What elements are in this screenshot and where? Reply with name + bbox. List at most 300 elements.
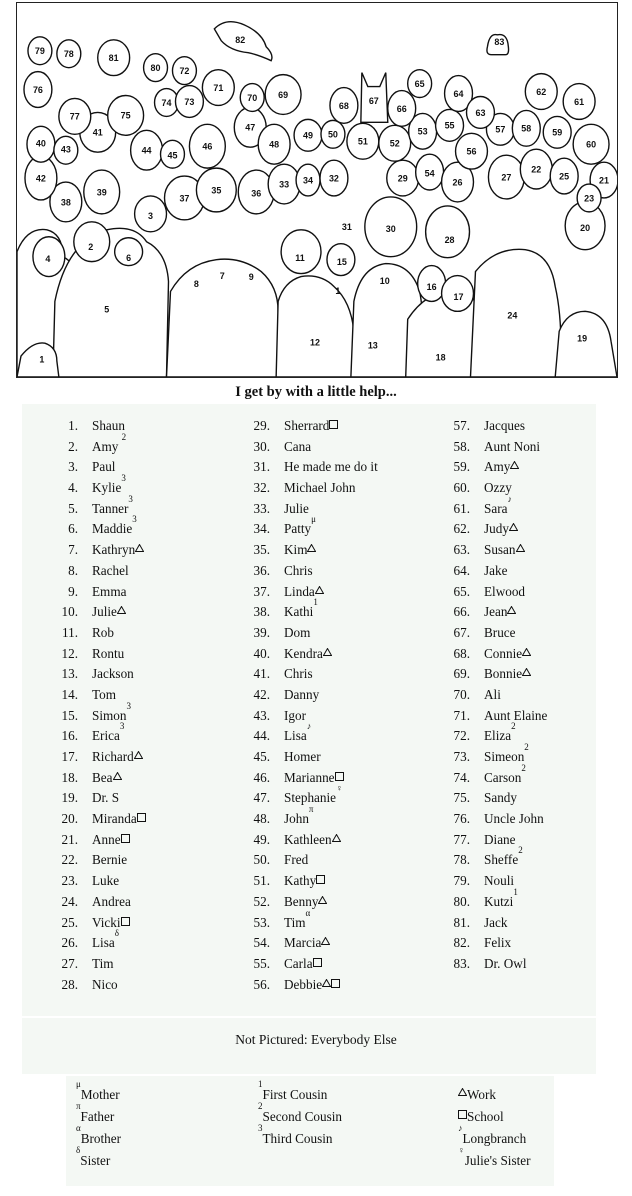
list-item — [448, 602, 508, 623]
list-item-number: 19. — [61, 790, 78, 806]
school-box-icon — [313, 958, 322, 967]
list-item — [448, 954, 527, 975]
list-item — [56, 700, 131, 727]
list-item-name — [484, 830, 516, 851]
relation-marker: 3 — [126, 700, 131, 711]
legend-item — [458, 1106, 531, 1128]
person-name: Simeon — [484, 749, 525, 764]
list-item-number: 18. — [61, 769, 78, 785]
person-name: Ali — [484, 686, 501, 702]
legend-column-places — [458, 1084, 531, 1172]
list-item-number: 30. — [253, 438, 270, 454]
list-item-number: 16. — [61, 728, 78, 744]
relation-marker: α — [76, 1123, 81, 1133]
names-column-1 — [56, 416, 137, 995]
person-name: Jackson — [92, 666, 134, 682]
figure-number-label: 59 — [552, 127, 563, 138]
list-item-number: 21. — [61, 831, 78, 847]
list-item-name — [92, 623, 114, 644]
names-column-2 — [248, 416, 378, 995]
list-item-number: 38. — [253, 604, 270, 620]
legend-column-family — [76, 1079, 122, 1172]
work-triangle-icon — [113, 772, 122, 780]
person-name: Andrea — [92, 893, 131, 909]
figure-number-label: 63 — [475, 107, 486, 118]
figure-number-label: 70 — [247, 92, 258, 103]
list-item — [448, 478, 512, 499]
list-item-number: 25. — [61, 914, 78, 930]
work-triangle-icon — [315, 586, 324, 594]
list-item-number: 59. — [453, 459, 470, 475]
person-name: Eliza — [484, 728, 512, 744]
list-item — [248, 416, 330, 437]
list-item — [56, 913, 121, 934]
list-item-name — [284, 975, 340, 996]
figure-number-label: 39 — [96, 187, 107, 198]
list-item-number: 11. — [62, 624, 78, 640]
figure-number-label: 41 — [92, 127, 103, 138]
figure-number-label: 42 — [35, 173, 46, 184]
figure-number-label: 26 — [452, 177, 463, 188]
figure-number-label: 18 — [435, 352, 446, 363]
list-item — [448, 644, 523, 665]
list-item — [248, 721, 312, 747]
figure-number-label: 54 — [424, 168, 435, 179]
list-item — [248, 830, 332, 851]
figure-number-label: 45 — [167, 150, 178, 161]
list-item — [448, 437, 541, 458]
person-name: Dom — [284, 624, 311, 640]
figure-number-label: 27 — [501, 172, 512, 183]
list-item-name — [284, 437, 311, 458]
figure-number-label: 1 — [335, 285, 341, 296]
list-item-number: 28. — [61, 976, 78, 992]
school-box-icon — [121, 917, 130, 926]
person-name: Luke — [92, 873, 120, 889]
list-item-number: 39. — [253, 624, 270, 640]
person-name: Jake — [484, 562, 508, 578]
list-item-name — [92, 685, 116, 706]
legend-item — [458, 1123, 531, 1150]
work-triangle-icon — [332, 834, 341, 842]
person-name: Fred — [284, 852, 309, 868]
list-item-number: 12. — [61, 645, 78, 661]
list-item-number: 72. — [453, 728, 470, 744]
list-item-name — [484, 644, 531, 665]
list-item-name — [92, 871, 119, 892]
list-item — [56, 473, 126, 499]
list-item-number: 7. — [68, 542, 78, 558]
list-item-name — [284, 514, 316, 540]
list-item-name — [284, 685, 319, 706]
silhouette — [555, 311, 617, 377]
work-triangle-icon — [134, 751, 143, 759]
person-name: Richard — [92, 749, 134, 764]
list-item-number: 74. — [453, 769, 470, 785]
list-item-name — [92, 582, 126, 603]
list-item — [448, 830, 516, 851]
list-item — [448, 457, 511, 478]
person-name: Lisa — [92, 935, 115, 951]
person-name: Rachel — [92, 562, 129, 578]
list-item-name — [92, 747, 143, 768]
work-triangle-icon — [522, 668, 531, 676]
work-triangle-icon — [522, 648, 531, 656]
list-item — [448, 788, 517, 809]
list-item — [448, 664, 523, 685]
list-item-name — [92, 721, 125, 747]
legend-label: Mother — [80, 1087, 120, 1102]
figure-number-label: 4 — [45, 253, 51, 264]
person-name: Sara — [484, 500, 508, 516]
legend-label: Longbranch — [462, 1131, 527, 1146]
list-item — [56, 685, 116, 706]
figure-number-label: 50 — [327, 129, 338, 140]
person-name: Erica — [92, 728, 120, 744]
list-item — [56, 830, 121, 851]
list-item — [56, 493, 133, 520]
school-box-icon — [137, 813, 146, 822]
list-item — [248, 768, 335, 789]
list-item-number: 73. — [453, 749, 470, 764]
list-item-number: 20. — [61, 811, 78, 827]
school-box-icon — [329, 420, 338, 429]
figure-number-label: 37 — [179, 193, 190, 204]
person-name: Rontu — [92, 645, 125, 661]
list-item-name — [284, 933, 330, 954]
legend-item — [458, 1084, 531, 1106]
list-item-number: 47. — [253, 790, 270, 806]
legend-label: Brother — [80, 1131, 122, 1146]
figure-number-label: 74 — [161, 97, 172, 108]
legend-item — [76, 1079, 121, 1106]
list-item — [56, 721, 125, 747]
person-name: Michael John — [284, 480, 356, 496]
list-item-name — [92, 514, 137, 540]
list-item — [448, 519, 509, 540]
list-item — [56, 431, 127, 458]
figure-number-label: 3 — [148, 211, 154, 222]
list-item-number: 75. — [453, 790, 470, 806]
list-item-name — [484, 623, 516, 644]
person-name: Homer — [284, 749, 321, 764]
person-name: Bonnie — [484, 666, 523, 682]
list-item — [248, 892, 319, 913]
silhouette — [426, 206, 470, 258]
legend-label: Sister — [80, 1153, 111, 1168]
list-item-name — [484, 602, 516, 623]
list-item — [56, 623, 114, 644]
figure-number-label: 67 — [368, 95, 379, 106]
figure-number-label: 11 — [295, 252, 305, 263]
person-name: Nouli — [484, 873, 515, 889]
person-name: Maddie — [92, 521, 133, 537]
list-item-number: 3. — [68, 459, 78, 475]
person-name: Emma — [92, 583, 127, 599]
list-item — [248, 933, 322, 954]
list-item — [448, 721, 516, 747]
figure-number-label: 25 — [559, 171, 570, 182]
list-item-number: 1. — [68, 418, 78, 433]
person-name: Dr. Owl — [484, 955, 527, 971]
relation-marker: π — [76, 1101, 81, 1111]
relation-marker: ♀ — [458, 1145, 465, 1155]
figure-number-label: 38 — [60, 197, 71, 208]
list-item-name — [484, 809, 544, 830]
person-name: Julie — [92, 604, 117, 620]
list-item-number: 29. — [253, 418, 270, 433]
figure-number-label: 47 — [245, 122, 256, 133]
list-item-name — [284, 623, 310, 644]
list-item-number: 43. — [253, 707, 270, 723]
work-triangle-icon — [117, 606, 126, 614]
list-item — [248, 437, 312, 458]
list-item-name — [92, 473, 126, 499]
list-item — [56, 871, 120, 892]
figure-number-label: 69 — [278, 89, 289, 100]
list-item-number: 69. — [453, 666, 470, 682]
list-item — [56, 582, 127, 603]
figure-number-label: 83 — [494, 37, 505, 48]
person-name: Stephanie — [284, 790, 337, 806]
person-name: Judy — [484, 521, 509, 537]
person-name: Elwood — [484, 583, 526, 599]
list-item-name — [92, 540, 144, 561]
list-item-number: 56. — [253, 976, 270, 992]
list-item-name — [92, 830, 130, 851]
list-item — [448, 706, 548, 727]
list-item — [248, 499, 309, 520]
person-name: Miranda — [92, 811, 137, 827]
list-item — [248, 804, 314, 830]
list-item-name — [484, 954, 527, 975]
person-name: Bruce — [484, 624, 516, 640]
person-name: Aunt Elaine — [484, 707, 548, 723]
figure-number-label: 5 — [104, 304, 110, 315]
figure-number-label: 73 — [184, 96, 195, 107]
names-column-3 — [448, 416, 548, 975]
list-item-number: 83. — [453, 955, 470, 971]
work-triangle-icon — [322, 979, 331, 987]
legend-column-cousins — [258, 1079, 342, 1150]
figure-number-label: 16 — [426, 281, 437, 292]
list-item — [248, 907, 311, 934]
list-item-name — [484, 913, 507, 934]
list-item-name — [92, 954, 114, 975]
list-item-number: 77. — [453, 831, 470, 847]
legend-label: Work — [467, 1087, 496, 1102]
figure-number-label: 61 — [574, 96, 585, 107]
list-item — [56, 954, 114, 975]
person-name: Tim — [92, 955, 114, 971]
work-triangle-icon — [321, 937, 330, 945]
figure-number-label: 58 — [521, 123, 532, 134]
list-item-name — [484, 437, 540, 458]
person-name: Cana — [284, 438, 312, 454]
legend-item — [76, 1101, 121, 1128]
list-item — [248, 561, 313, 582]
list-item-name — [92, 664, 134, 685]
person-name: Aunt Noni — [484, 438, 541, 454]
list-item-name — [284, 499, 309, 520]
figure-number-label: 28 — [444, 235, 455, 246]
person-name: Tom — [92, 686, 116, 702]
list-item-name — [284, 457, 378, 478]
list-item-number: 62. — [453, 521, 470, 537]
list-item-name — [484, 871, 514, 892]
list-item-name — [284, 664, 313, 685]
person-name: Marcia — [284, 935, 322, 951]
figure-number-label: 68 — [338, 100, 349, 111]
figure-number-label: 65 — [414, 78, 425, 89]
list-item-name — [484, 416, 525, 437]
person-name: Kathy — [284, 873, 317, 889]
list-item — [448, 623, 516, 644]
list-item — [448, 742, 529, 768]
list-item — [248, 706, 306, 727]
list-item-name — [92, 928, 119, 954]
list-item-number: 36. — [253, 562, 270, 578]
list-item — [248, 623, 311, 644]
list-item-number: 15. — [61, 707, 78, 723]
list-item-number: 51. — [253, 873, 270, 889]
legend-label: Second Cousin — [262, 1109, 342, 1124]
list-item-name — [484, 664, 531, 685]
figure-number-label: 10 — [379, 275, 390, 286]
relation-marker: 1 — [513, 886, 518, 897]
list-item-name — [92, 768, 122, 789]
figure-number-label: 35 — [211, 185, 222, 196]
list-item-name — [92, 493, 133, 520]
school-box-icon — [458, 1110, 467, 1119]
person-name: Anne — [92, 831, 121, 847]
list-item-number: 65. — [453, 583, 470, 599]
figure-number-label: 8 — [193, 278, 199, 289]
list-item-name — [284, 871, 325, 892]
relation-marker: 1 — [258, 1079, 263, 1089]
person-name: Tanner — [92, 500, 129, 516]
figure-number-label: 44 — [141, 145, 152, 156]
list-item — [56, 809, 137, 830]
figure-number-label: 57 — [495, 124, 506, 135]
relation-marker: 2 — [258, 1101, 263, 1111]
list-item-name — [92, 644, 124, 665]
list-item — [248, 975, 323, 996]
figure-number-label: 2 — [88, 242, 94, 253]
list-item-name — [484, 685, 501, 706]
person-name: Kathi — [284, 604, 314, 620]
list-item-number: 41. — [253, 666, 270, 682]
list-item-name — [284, 561, 313, 582]
list-item-name — [92, 850, 127, 871]
figure-number-label: 1 — [39, 354, 45, 365]
list-item — [56, 747, 134, 768]
relation-marker: 2 — [521, 762, 526, 773]
list-item-name — [484, 933, 511, 954]
list-item-number: 5. — [68, 500, 78, 516]
person-name: Chris — [284, 666, 313, 682]
relation-marker: ♪ — [507, 493, 512, 504]
relation-marker: ♪ — [306, 721, 312, 732]
list-item-number: 52. — [253, 893, 270, 909]
list-item-number: 58. — [453, 438, 470, 454]
figure-number-label: 12 — [310, 337, 320, 348]
list-item-name — [92, 892, 131, 913]
list-item-name — [484, 540, 525, 561]
figure-number-label: 6 — [126, 252, 132, 263]
list-item — [248, 871, 317, 892]
figure-number-label: 17 — [453, 291, 464, 302]
figure-number-label: 80 — [150, 63, 161, 74]
person-name: Jean — [484, 604, 508, 620]
list-item-number: 22. — [61, 852, 78, 868]
person-name: John — [284, 811, 309, 827]
person-name: Amy — [92, 438, 119, 454]
list-item-number: 4. — [68, 480, 78, 496]
figure-number-label: 52 — [389, 138, 400, 149]
figure-number-label: 76 — [32, 84, 43, 95]
relation-marker: 3 — [119, 721, 125, 732]
list-item-number: 78. — [453, 852, 470, 868]
work-triangle-icon — [458, 1088, 467, 1096]
figure-number-label: 20 — [580, 223, 591, 234]
list-item-number: 80. — [453, 893, 470, 909]
list-item-number: 10. — [61, 604, 78, 620]
list-item-number: 32. — [253, 480, 270, 496]
relation-marker: 3 — [258, 1123, 263, 1133]
work-triangle-icon — [318, 896, 327, 904]
list-item — [56, 892, 131, 913]
list-item-name — [484, 886, 518, 913]
work-triangle-icon — [507, 606, 516, 614]
list-item-number: 79. — [453, 873, 470, 889]
figure-number-label: 15 — [336, 256, 347, 267]
person-name: Amy — [484, 459, 511, 475]
person-name: Dr. S — [92, 790, 120, 806]
list-item-name — [484, 845, 523, 871]
list-item-number: 2. — [68, 438, 78, 454]
silhouette — [53, 228, 169, 377]
list-item-number: 23. — [61, 873, 78, 889]
figure-number-label: 56 — [466, 146, 477, 157]
person-name: Jacques — [484, 418, 526, 433]
list-item-name — [92, 913, 130, 934]
figure-number-label: 49 — [303, 130, 314, 141]
list-item-name — [284, 540, 316, 561]
person-name: Kim — [284, 542, 308, 558]
list-item-number: 9. — [68, 583, 78, 599]
list-item — [56, 664, 134, 685]
list-item — [248, 540, 308, 561]
school-box-icon — [121, 834, 130, 843]
list-item-number: 6. — [68, 521, 78, 537]
list-item-name — [284, 416, 338, 437]
figure-number-label: 31 — [341, 222, 352, 233]
list-item-number: 31. — [253, 459, 270, 475]
list-item-name — [484, 561, 507, 582]
relation-marker: μ — [76, 1079, 81, 1089]
relation-marker: α — [305, 907, 311, 918]
list-item — [448, 582, 526, 603]
list-item — [448, 809, 544, 830]
list-item — [448, 886, 518, 913]
list-item-number: 17. — [61, 749, 78, 764]
list-item — [448, 762, 526, 789]
legend-item — [458, 1145, 531, 1172]
figure-number-label: 81 — [108, 53, 119, 64]
figure-number-label: 34 — [303, 175, 314, 186]
school-box-icon — [335, 772, 344, 781]
